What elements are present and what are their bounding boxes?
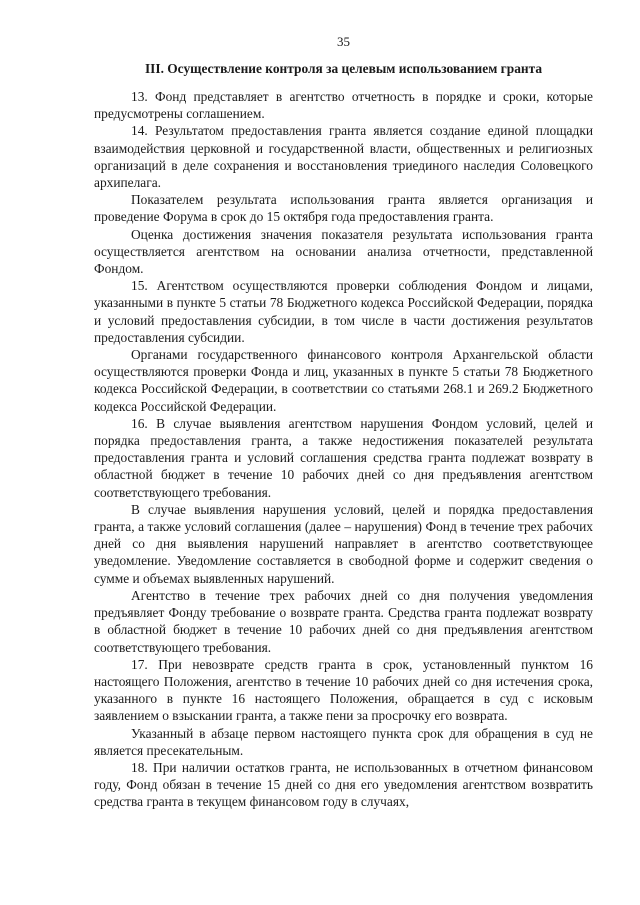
paragraph-17-term: Указанный в абзаце первом настоящего пункта срок для обращения в суд не является пресекательным. [94,725,593,758]
paragraph-14-evaluation: Оценка достижения значения показателя результата использования гранта осуществляется агентством на основании анализа отчетности, представленной Фондом. [94,226,593,277]
paragraph-18: 18. При наличии остатков гранта, не использованных в отчетном финансовом году, Фонд обязан в течение 15 дней со дня его уведомления агентством возвратить средства гранта в текущем финансовом году в случаях, [94,759,593,810]
page-number: 35 [337,34,350,49]
paragraph-13: 13. Фонд представляет в агентство отчетность в порядке и сроки, которые предусмотрены соглашением. [94,89,593,122]
paragraph-15-control: Органами государственного финансового контроля Архангельской области осуществляются проверки Фонда и лиц, указанных в пункте 5 статьи 78 Бюджетного кодекса Российской Федерации, в соответствии со статьями 268.1 и 269.2 Бюджетного кодекса Российской Федерации. [94,347,593,414]
section-title: III. Осуществление контроля за целевым использованием гранта [144,61,543,76]
paragraph-16-demand: Агентство в течение трех рабочих дней со дня получения уведомления предъявляет Фонду требование о возврате гранта. Средства гранта подлежат возврату в областной бюджет в течение 10 рабочих дней со дня предъявления агентством соответствующего требования. [94,587,593,655]
paragraph-16: 16. В случае выявления агентством нарушения Фондом условий, целей и порядка предоставления гранта, а также недостижения показателей результата предоставления гранта и условий соглашения средства гранта подлежат возврату в областной бюджет в течение 10 рабочих дней со дня предъявления агентством соответствующего требования. [94,415,593,500]
paragraph-14-indicator: Показателем результата использования гранта является организация и проведение Форума в срок до 15 октября года предоставления гранта. [94,192,593,225]
paragraph-17: 17. При невозврате средств гранта в срок, установленный пунктом 16 настоящего Положения, агентство в течение 10 рабочих дней со дня истечения срока, указанного в пункте 16 настоящего Положения, обращается в суд с исковым заявлением о взыскании гранта, а также пени за просрочку его возврата. [94,656,593,724]
paragraph-14: 14. Результатом предоставления гранта является создание единой площадки взаимодействия церковной и государственной власти, общественных и религиозных организаций в деле сохранения и восстановления триединого наследия Соловецкого архипелага. [94,123,593,191]
paragraph-16-notice: В случае выявления нарушения условий, целей и порядка предоставления гранта, а также условий соглашения (далее – нарушения) Фонд в течение трех рабочих дней со дня выявления нарушений направляет в агентство соответствующее уведомление. Уведомление составляется в свободной форме и содержит сведения о сумме и объемах выявленных нарушений. [94,501,593,586]
paragraph-15: 15. Агентством осуществляются проверки соблюдения Фондом и лицами, указанными в пункте 5 статьи 78 Бюджетного кодекса Российской Федерации, порядка и условий предоставления субсидии, в том числе в части достижения результатов предоставления субсидии. [94,278,593,345]
